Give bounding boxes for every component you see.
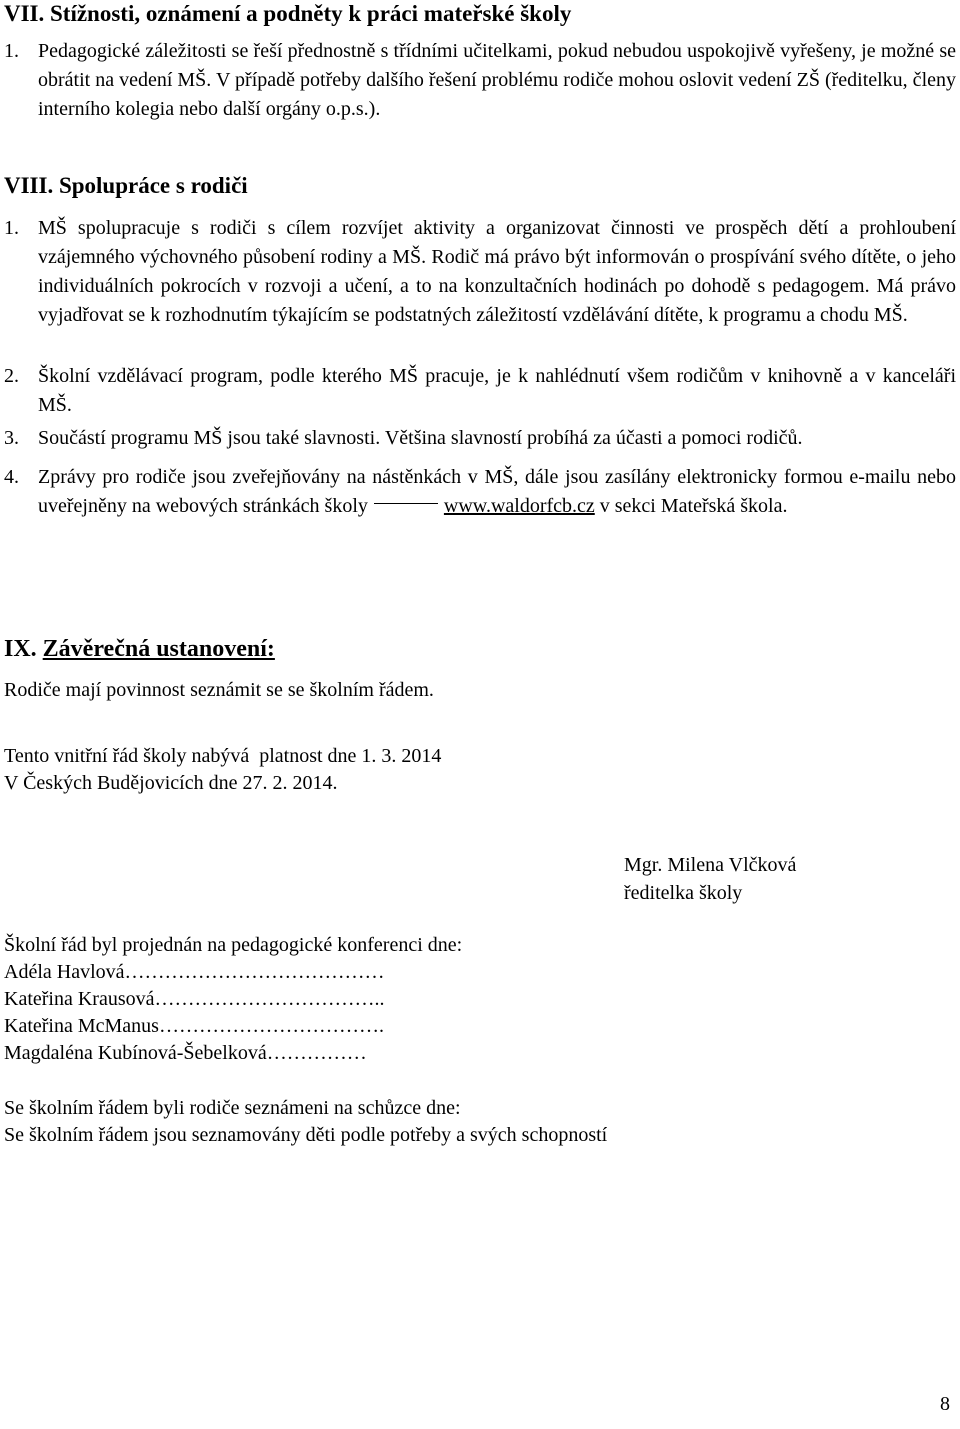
item-number: 2. (4, 365, 19, 387)
section-ix-title: Závěrečná ustanovení: (42, 636, 275, 662)
section-vii-item-1 (4, 37, 956, 124)
item-number: 1. (4, 40, 19, 62)
item-text-before-link: Zprávy pro rodiče jsou zveřejňovány na nástěnkách v MŠ, dále jsou zasílány elektronicky formou e-mailu nebo uveřejněny na webových stránkách školy (38, 466, 956, 517)
section-viii-item-1 (4, 214, 956, 330)
conference-intro: Školní řád byl projednán na pedagogické konferenci dne: (4, 934, 463, 956)
website-link[interactable]: www.waldorfcb.cz (443, 495, 595, 517)
validity-date: Tento vnitřní řád školy nabývá platnost dne 1. 3. 2014 (4, 745, 442, 767)
item-text-after-link: v sekci Mateřská škola. (599, 495, 788, 517)
section-viii-item-3 (4, 424, 956, 453)
item-text: MŠ spolupracuje s rodiči s cílem rozvíjet aktivity a organizovat činnosti ve prospěch dětí a prohloubení vzájemného výchovného působení rodiny a MŠ. Rodič má právo být informován o prospívání svého dítěte, o jeho individuálních pokrocích v rozvoji a učení, a to na konzultačních hodinách po dohodě s pedagogem. Má právo vyjadřovat se k rozhodnutím týkajícím se podstatných záležitostí vzdělávání dítěte, k programu a chodu MŠ. (38, 217, 956, 326)
section-ix-number: IX. (4, 636, 37, 662)
teacher-signature-line: Kateřina Krausová…………………………….. (4, 988, 385, 1010)
teacher-signature-line: Kateřina McManus……………………………. (4, 1015, 384, 1037)
signature-block (624, 851, 796, 907)
section-viii-item-4 (4, 463, 956, 521)
item-number: 3. (4, 427, 19, 449)
children-acquainted: Se školním řádem jsou seznamovány děti podle potřeby a svých schopností (4, 1124, 608, 1146)
section-viii-item-2 (4, 362, 956, 420)
section-viii-heading: VIII. Spolupráce s rodiči (4, 173, 248, 198)
signature-name: Mgr. Milena Vlčková (624, 854, 797, 876)
teacher-signature-line: Magdaléna Kubínová-Šebelková…………… (4, 1042, 367, 1064)
item-number: 1. (4, 217, 19, 239)
section-ix-text: Rodiče mají povinnost seznámit se se školním řádem. (4, 679, 434, 701)
item-text: Součástí programu MŠ jsou také slavnosti. Většina slavností probíhá za účasti a pomoci rodičů. (38, 427, 803, 449)
item-text: Pedagogické záležitosti se řeší přednostně s třídními učitelkami, pokud nebudou uspokojivě vyřešeny, je možné se obrátit na vedení MŠ. V případě potřeby dalšího řešení problému rodiče mohou oslovit vedení ZŠ (ředitelku, členy interního kolegia nebo další orgány o.p.s.). (38, 40, 956, 120)
teacher-signature-line: Adéla Havlová………………………………… (4, 961, 385, 983)
page-number: 8 (940, 1393, 950, 1415)
item-number: 4. (4, 466, 19, 488)
item-text (38, 463, 956, 521)
section-vii-heading: VII. Stížnosti, oznámení a podněty k práci mateřské školy (4, 1, 572, 26)
parents-acquainted: Se školním řádem byli rodiče seznámeni na schůzce dne: (4, 1097, 461, 1119)
section-ix-heading (4, 634, 275, 664)
signature-title: ředitelka školy (624, 882, 743, 904)
place-and-date: V Českých Budějovicích dne 27. 2. 2014. (4, 772, 338, 794)
item-text: Školní vzdělávací program, podle kterého MŠ pracuje, je k nahlédnutí všem rodičům v knihovně a v kanceláři MŠ. (38, 365, 956, 416)
dash-separator (374, 503, 438, 504)
